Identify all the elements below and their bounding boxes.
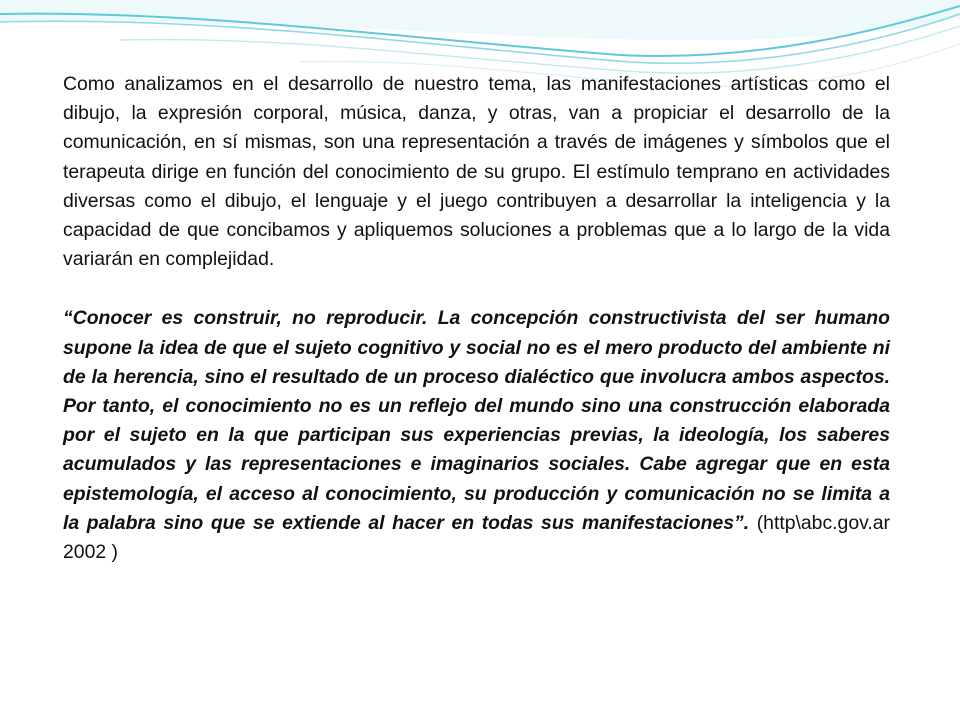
quote-text: “Conocer es construir, no reproducir. La concepción constructivista del ser humano supone la idea de que el sujeto cognitivo y social no es el mero producto del ambiente ni de la herencia, sino el resultado de un proceso dialéctico que involucra ambos aspectos. Por tanto, el conocimiento no es un reflejo del mundo sino una construcción elaborada por el sujeto en la que participan sus experiencias previas, la ideología, los saberes acumulados y las representaciones e imaginarios sociales. Cabe agregar que en esta epistemología, el acceso al conocimiento, su producción y comunicación no se limita a la palabra sino que se extiende al hacer en todas sus manifestaciones”. bbox=[63, 307, 890, 534]
quote-block bbox=[63, 304, 890, 567]
body-paragraph: Como analizamos en el desarrollo de nuestro tema, las manifestaciones artísticas como el dibujo, la expresión corporal, música, danza, y otras, van a propiciar el desarrollo de la comunicación, en sí mismas, son una representación a través de imágenes y símbolos que el terapeuta dirige en función del conocimiento de su grupo. El estímulo temprano en actividades diversas como el dibujo, el lenguaje y el juego contribuyen a desarrollar la inteligencia y la capacidad de que concibamos y apliquemos soluciones a problemas que a lo largo de la vida variarán en complejidad. bbox=[63, 73, 890, 271]
wave-fill bbox=[0, 0, 960, 40]
quote-citation: (http\abc.gov.ar 2002 ) bbox=[63, 511, 890, 564]
slide-body bbox=[63, 70, 890, 567]
